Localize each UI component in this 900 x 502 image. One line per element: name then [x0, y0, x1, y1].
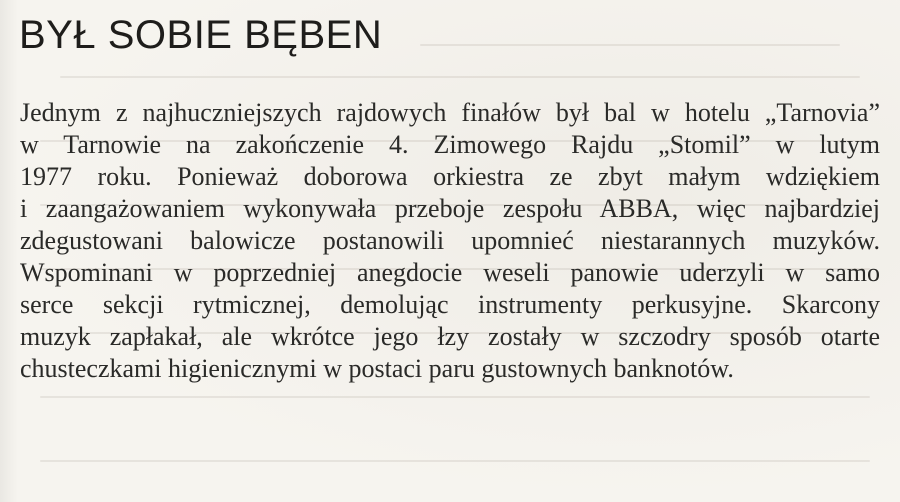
- show-through-line: [40, 396, 870, 398]
- show-through-line: [420, 44, 840, 46]
- paragraph-line: w Tarnowie na zakończenie 4. Zimowego Rajdu „Stomil” w lutym: [20, 130, 880, 159]
- paragraph-line: Wspominani w poprzedniej anegdocie weseli panowie uderzyli w samo: [20, 258, 880, 287]
- anecdote-paragraph: [20, 97, 900, 385]
- paragraph-line: serce sekcji rytmicznej, demolując instrumenty perkusyjne. Skarcony: [20, 290, 880, 319]
- section-heading: BYŁ SOBIE BĘBEN: [19, 13, 383, 57]
- paragraph-line: Jednym z najhuczniejszych rajdowych finałów był bal w hotelu „Tarnovia”: [20, 98, 880, 127]
- show-through-line: [60, 76, 860, 78]
- paragraph-line: i zaangażowaniem wykonywała przeboje zespołu ABBA, więc najbardziej: [20, 194, 880, 223]
- paragraph-line: muzyk zapłakał, ale wkrótce jego łzy zostały w szczodry sposób otarte: [20, 322, 880, 351]
- paragraph-line: zdegustowani balowicze postanowili upomnieć niestarannych muzyków.: [20, 226, 880, 255]
- show-through-line: [40, 460, 870, 462]
- paragraph-line: chusteczkami higienicznymi w postaci paru gustownych banknotów.: [20, 354, 734, 383]
- paragraph-line: 1977 roku. Ponieważ doborowa orkiestra ze zbyt małym wdziękiem: [20, 162, 880, 191]
